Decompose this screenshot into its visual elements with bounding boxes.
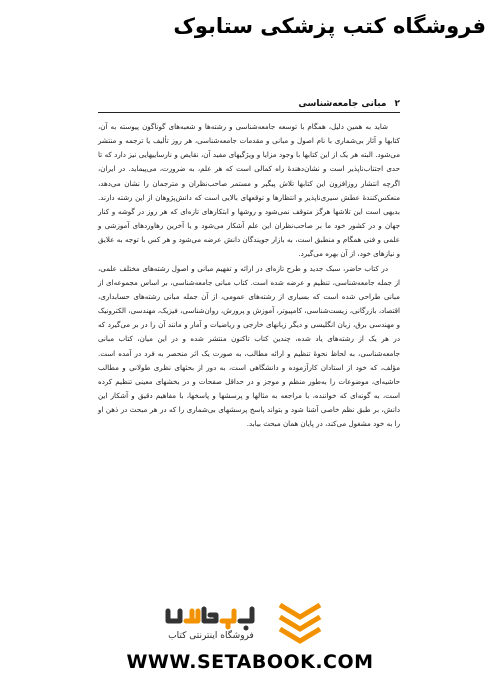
website-url[interactable]: WWW.SETABOOK.COM xyxy=(126,651,374,673)
book-chevron-icon xyxy=(280,605,320,641)
section-title: مبانی جامعه‌شناسی xyxy=(298,99,387,109)
header-divider xyxy=(98,112,400,113)
body-text xyxy=(98,120,400,431)
store-title: فروشگاه کتب پزشکی ستابوک xyxy=(173,14,486,38)
running-header xyxy=(98,99,400,109)
page-number: ۲ xyxy=(394,99,400,109)
paragraph-2: در کتاب حاضر، سبک جدید و طرح تازه‌ای در ارائه و تفهیم مبانی و اصول رشته‌های مختلف علمی، از جمله جامعه‌شناسی، تنظیم و عرضه شده است. کتاب مبانی جامعه‌شناسی، بر اساس مجموعه‌ای از مبانی طراحی شده است که بسیاری از رشته‌های عمومی، از آن جمله مبانی رشته‌های حسابداری، اقتصاد، بازرگانی، زیست‌شناسی، کامپیوتر، آموزش و پرورش، روان‌شناسی، فیزیک، مهندسی، الکترونیک و مهندسی برق، زبان انگلیسی و دیگر زبانهای خارجی و ریاضیات و آمار و مانند آن را در بر می‌گیرد که در هر یک از رشته‌های یاد شده، چندین کتاب تاکنون منتشر شده و در این میان، کتاب مبانی جامعه‌شناسی، به لحاظ نحوهٔ تنظیم و ارائه مطالب، به صورت یک اثر منحصر به فرد در آمده است. مؤلف، که خود از استادان کارآزموده و دانشگاهی است، به دور از بحثهای نظری طولانی و مطالب حاشیه‌ای، موضوعات را به‌طور منظم و موجز و در حداقل صفحات و در بخشهای معینی تنظیم کرده است، به گونه‌ای که خواننده، با مراجعه به مثالها و پرسشها و پاسخها، با مفاهیم دقیق و آشکار این دانش، بر طبق نظم خاصی آشنا شود و بتواند پاسخ پرسشهای بی‌شماری را که در هر مبحث در ذهن او را به خود مشغول می‌کند، در پایان همان مبحث بیابد. xyxy=(98,263,400,429)
logo-subtitle: فروشگاه اینترنتی کتاب xyxy=(168,631,254,641)
paragraph-1: شاید به همین دلیل، همگام با توسعه جامعه‌شناسی و رشته‌ها و شعبه‌های گوناگون پیوسته به آن، کتابها و آثار بی‌شماری با نام اصول و مبانی و مقدمات جامعه‌شناسی، هر روز تألیف یا ترجمه و منتشر می‌شود. البته هر یک از این کتابها با وجود مزایا و ویژگیهای مفید آن، نقایص و نارساییهایی نیز دارد که تا حدی اجتناب‌ناپذیر است و نشان‌دهندهٔ راه کمالی است که هر علم، به ضرورت، می‌پیماید. در ایران، اگرچه انتشار روزافزون این کتابها تلاش پیگیر و مستمر صاحب‌نظران و مترجمان را نشان می‌دهد، منعکس‌کنندهٔ عطش سیری‌ناپذیر و انتظارها و توقعهای بالایی است که دانش‌پژوهان از این رشته دارند. بدیهی است این تلاشها هرگز متوقف نمی‌شود و روشها و ابتکارهای تازه‌ای که هر روز در گوشه و کنار جهان و در کشور خود ما بر صاحب‌نظران این علم آشکار می‌شود و یا آخرین رهاوردهای آموزشی و علمی و فنی همگام و منطبق است، به بازار جویندگان دانش عرضه می‌شود و هر کس با توجه به علایق و نیازهای خود، از آن بهره می‌گیرد. xyxy=(98,122,400,259)
